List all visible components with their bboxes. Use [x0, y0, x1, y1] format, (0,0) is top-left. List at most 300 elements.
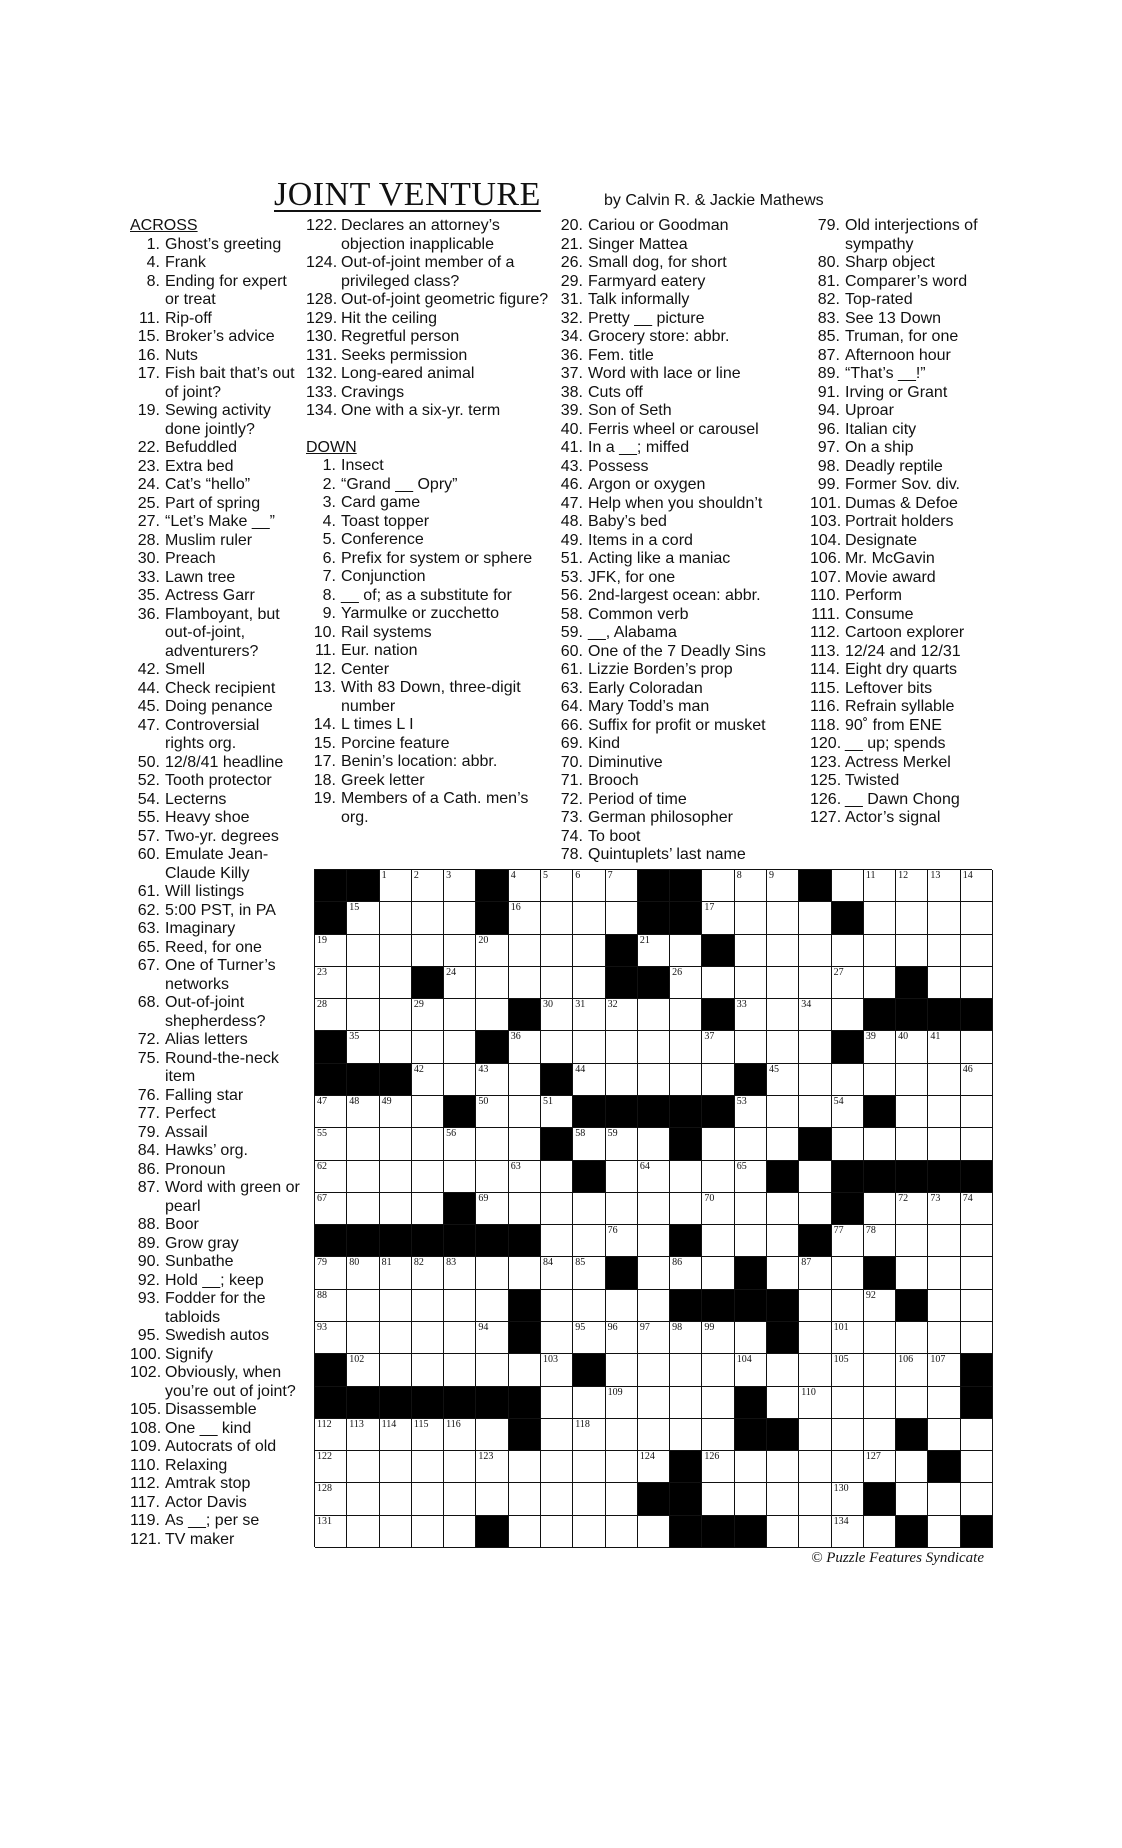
grid-cell[interactable] [928, 1322, 960, 1354]
grid-cell[interactable] [961, 1451, 993, 1483]
grid-cell[interactable] [606, 1483, 638, 1515]
grid-cell[interactable] [928, 1225, 960, 1257]
grid-cell[interactable] [799, 1096, 831, 1128]
grid-cell[interactable] [347, 1419, 379, 1451]
grid-cell[interactable] [767, 1354, 799, 1386]
grid-cell[interactable] [573, 1128, 605, 1160]
grid-cell[interactable] [476, 999, 508, 1031]
grid-cell[interactable] [380, 1516, 412, 1548]
grid-cell[interactable] [476, 1322, 508, 1354]
grid-cell[interactable] [444, 1161, 476, 1193]
grid-cell[interactable] [509, 1257, 541, 1289]
grid-cell[interactable] [896, 1031, 928, 1063]
grid-cell[interactable] [961, 1031, 993, 1063]
grid-cell[interactable] [638, 1128, 670, 1160]
grid-cell[interactable] [315, 1096, 347, 1128]
grid-cell[interactable] [315, 1419, 347, 1451]
grid-cell[interactable] [864, 1354, 896, 1386]
grid-cell[interactable] [573, 1193, 605, 1225]
grid-cell[interactable] [702, 1322, 734, 1354]
grid-cell[interactable] [670, 1419, 702, 1451]
grid-cell[interactable] [896, 1387, 928, 1419]
grid-cell[interactable] [606, 1128, 638, 1160]
grid-cell[interactable] [735, 1354, 767, 1386]
grid-cell[interactable] [509, 870, 541, 902]
grid-cell[interactable] [928, 1193, 960, 1225]
grid-cell[interactable] [573, 870, 605, 902]
grid-cell[interactable] [541, 999, 573, 1031]
grid-cell[interactable] [380, 1290, 412, 1322]
grid-cell[interactable] [961, 870, 993, 902]
grid-cell[interactable] [412, 1096, 444, 1128]
grid-cell[interactable] [412, 1483, 444, 1515]
grid-cell[interactable] [412, 1451, 444, 1483]
grid-cell[interactable] [606, 870, 638, 902]
grid-cell[interactable] [380, 1161, 412, 1193]
grid-cell[interactable] [380, 1193, 412, 1225]
grid-cell[interactable] [832, 1257, 864, 1289]
grid-cell[interactable] [476, 1193, 508, 1225]
grid-cell[interactable] [315, 999, 347, 1031]
grid-cell[interactable] [444, 1064, 476, 1096]
grid-cell[interactable] [832, 1483, 864, 1515]
grid-cell[interactable] [767, 1451, 799, 1483]
grid-cell[interactable] [638, 1257, 670, 1289]
grid-cell[interactable] [573, 935, 605, 967]
grid-cell[interactable] [735, 1322, 767, 1354]
grid-cell[interactable] [767, 1096, 799, 1128]
grid-cell[interactable] [347, 1483, 379, 1515]
grid-cell[interactable] [541, 1031, 573, 1063]
grid-cell[interactable] [670, 1354, 702, 1386]
grid-cell[interactable] [928, 967, 960, 999]
grid-cell[interactable] [412, 1031, 444, 1063]
grid-cell[interactable] [444, 935, 476, 967]
grid-cell[interactable] [735, 902, 767, 934]
grid-cell[interactable] [606, 1451, 638, 1483]
grid-cell[interactable] [444, 999, 476, 1031]
grid-cell[interactable] [541, 1225, 573, 1257]
grid-cell[interactable] [444, 967, 476, 999]
grid-cell[interactable] [412, 870, 444, 902]
grid-cell[interactable] [573, 1257, 605, 1289]
grid-cell[interactable] [896, 935, 928, 967]
grid-cell[interactable] [606, 1193, 638, 1225]
grid-cell[interactable] [380, 1483, 412, 1515]
grid-cell[interactable] [638, 1322, 670, 1354]
grid-cell[interactable] [476, 1483, 508, 1515]
grid-cell[interactable] [315, 935, 347, 967]
grid-cell[interactable] [509, 1161, 541, 1193]
grid-cell[interactable] [735, 1483, 767, 1515]
grid-cell[interactable] [896, 870, 928, 902]
grid-cell[interactable] [832, 1419, 864, 1451]
grid-cell[interactable] [541, 1322, 573, 1354]
grid-cell[interactable] [380, 1322, 412, 1354]
grid-cell[interactable] [702, 1064, 734, 1096]
grid-cell[interactable] [702, 967, 734, 999]
grid-cell[interactable] [638, 1516, 670, 1548]
grid-cell[interactable] [412, 1257, 444, 1289]
grid-cell[interactable] [864, 1387, 896, 1419]
grid-cell[interactable] [315, 1161, 347, 1193]
grid-cell[interactable] [638, 1225, 670, 1257]
grid-cell[interactable] [476, 1128, 508, 1160]
grid-cell[interactable] [799, 1322, 831, 1354]
grid-cell[interactable] [799, 967, 831, 999]
grid-cell[interactable] [412, 1193, 444, 1225]
grid-cell[interactable] [412, 1128, 444, 1160]
grid-cell[interactable] [638, 1451, 670, 1483]
grid-cell[interactable] [767, 1128, 799, 1160]
grid-cell[interactable] [606, 1322, 638, 1354]
grid-cell[interactable] [509, 935, 541, 967]
grid-cell[interactable] [638, 1290, 670, 1322]
grid-cell[interactable] [864, 967, 896, 999]
grid-cell[interactable] [670, 1322, 702, 1354]
grid-cell[interactable] [767, 1064, 799, 1096]
grid-cell[interactable] [573, 1322, 605, 1354]
grid-cell[interactable] [670, 1387, 702, 1419]
grid-cell[interactable] [315, 1516, 347, 1548]
grid-cell[interactable] [573, 1451, 605, 1483]
grid-cell[interactable] [799, 1193, 831, 1225]
grid-cell[interactable] [702, 1193, 734, 1225]
grid-cell[interactable] [735, 1128, 767, 1160]
grid-cell[interactable] [347, 1354, 379, 1386]
grid-cell[interactable] [799, 1031, 831, 1063]
grid-cell[interactable] [767, 902, 799, 934]
grid-cell[interactable] [315, 1128, 347, 1160]
grid-cell[interactable] [444, 1257, 476, 1289]
grid-cell[interactable] [702, 1354, 734, 1386]
grid-cell[interactable] [928, 1290, 960, 1322]
grid-cell[interactable] [606, 1354, 638, 1386]
grid-cell[interactable] [315, 1290, 347, 1322]
grid-cell[interactable] [735, 1031, 767, 1063]
grid-cell[interactable] [444, 1322, 476, 1354]
grid-cell[interactable] [928, 1064, 960, 1096]
grid-cell[interactable] [670, 1031, 702, 1063]
grid-cell[interactable] [541, 1354, 573, 1386]
grid-cell[interactable] [896, 1193, 928, 1225]
grid-cell[interactable] [347, 1451, 379, 1483]
grid-cell[interactable] [864, 935, 896, 967]
grid-cell[interactable] [541, 1257, 573, 1289]
grid-cell[interactable] [832, 1387, 864, 1419]
grid-cell[interactable] [347, 1257, 379, 1289]
grid-cell[interactable] [380, 1096, 412, 1128]
grid-cell[interactable] [606, 1516, 638, 1548]
grid-cell[interactable] [799, 1161, 831, 1193]
grid-cell[interactable] [380, 935, 412, 967]
grid-cell[interactable] [864, 870, 896, 902]
grid-cell[interactable] [928, 870, 960, 902]
grid-cell[interactable] [832, 1516, 864, 1548]
grid-cell[interactable] [670, 1257, 702, 1289]
grid-cell[interactable] [638, 1161, 670, 1193]
grid-cell[interactable] [864, 1419, 896, 1451]
grid-cell[interactable] [702, 902, 734, 934]
grid-cell[interactable] [476, 967, 508, 999]
grid-cell[interactable] [928, 1387, 960, 1419]
grid-cell[interactable] [735, 1225, 767, 1257]
grid-cell[interactable] [832, 1322, 864, 1354]
grid-cell[interactable] [444, 1128, 476, 1160]
grid-cell[interactable] [444, 1354, 476, 1386]
grid-cell[interactable] [702, 1483, 734, 1515]
grid-cell[interactable] [541, 1290, 573, 1322]
grid-cell[interactable] [864, 1290, 896, 1322]
grid-cell[interactable] [444, 1483, 476, 1515]
grid-cell[interactable] [476, 1064, 508, 1096]
grid-cell[interactable] [606, 1064, 638, 1096]
grid-cell[interactable] [832, 1354, 864, 1386]
grid-cell[interactable] [864, 1322, 896, 1354]
grid-cell[interactable] [380, 967, 412, 999]
grid-cell[interactable] [832, 1290, 864, 1322]
grid-cell[interactable] [961, 1225, 993, 1257]
grid-cell[interactable] [476, 1354, 508, 1386]
grid-cell[interactable] [476, 1290, 508, 1322]
grid-cell[interactable] [735, 1161, 767, 1193]
grid-cell[interactable] [606, 1290, 638, 1322]
grid-cell[interactable] [541, 902, 573, 934]
grid-cell[interactable] [573, 999, 605, 1031]
grid-cell[interactable] [573, 902, 605, 934]
grid-cell[interactable] [896, 902, 928, 934]
grid-cell[interactable] [606, 1419, 638, 1451]
grid-cell[interactable] [573, 1483, 605, 1515]
grid-cell[interactable] [347, 902, 379, 934]
grid-cell[interactable] [444, 870, 476, 902]
grid-cell[interactable] [928, 1031, 960, 1063]
grid-cell[interactable] [896, 1096, 928, 1128]
grid-cell[interactable] [541, 1096, 573, 1128]
grid-cell[interactable] [864, 1516, 896, 1548]
grid-cell[interactable] [799, 902, 831, 934]
grid-cell[interactable] [638, 1064, 670, 1096]
grid-cell[interactable] [702, 1419, 734, 1451]
grid-cell[interactable] [444, 1419, 476, 1451]
grid-cell[interactable] [702, 1161, 734, 1193]
grid-cell[interactable] [476, 1096, 508, 1128]
grid-cell[interactable] [541, 1419, 573, 1451]
grid-cell[interactable] [767, 999, 799, 1031]
grid-cell[interactable] [702, 1225, 734, 1257]
grid-cell[interactable] [476, 1419, 508, 1451]
grid-cell[interactable] [864, 902, 896, 934]
grid-cell[interactable] [380, 902, 412, 934]
grid-cell[interactable] [606, 1225, 638, 1257]
grid-cell[interactable] [606, 999, 638, 1031]
grid-cell[interactable] [541, 1193, 573, 1225]
grid-cell[interactable] [928, 935, 960, 967]
grid-cell[interactable] [347, 999, 379, 1031]
grid-cell[interactable] [573, 1290, 605, 1322]
grid-cell[interactable] [961, 1290, 993, 1322]
grid-cell[interactable] [638, 1031, 670, 1063]
grid-cell[interactable] [444, 1451, 476, 1483]
grid-cell[interactable] [961, 935, 993, 967]
grid-cell[interactable] [412, 1516, 444, 1548]
grid-cell[interactable] [864, 1451, 896, 1483]
grid-cell[interactable] [702, 1031, 734, 1063]
grid-cell[interactable] [961, 1257, 993, 1289]
grid-cell[interactable] [896, 1451, 928, 1483]
grid-cell[interactable] [541, 935, 573, 967]
grid-cell[interactable] [573, 1031, 605, 1063]
grid-cell[interactable] [670, 1161, 702, 1193]
grid-cell[interactable] [573, 1064, 605, 1096]
grid-cell[interactable] [702, 870, 734, 902]
grid-cell[interactable] [832, 935, 864, 967]
grid-cell[interactable] [799, 1516, 831, 1548]
grid-cell[interactable] [767, 1387, 799, 1419]
grid-cell[interactable] [896, 1322, 928, 1354]
grid-cell[interactable] [961, 1193, 993, 1225]
grid-cell[interactable] [444, 1516, 476, 1548]
grid-cell[interactable] [509, 1064, 541, 1096]
grid-cell[interactable] [767, 1031, 799, 1063]
grid-cell[interactable] [476, 1451, 508, 1483]
grid-cell[interactable] [541, 1516, 573, 1548]
grid-cell[interactable] [702, 1387, 734, 1419]
grid-cell[interactable] [670, 1064, 702, 1096]
grid-cell[interactable] [799, 1257, 831, 1289]
grid-cell[interactable] [444, 902, 476, 934]
grid-cell[interactable] [799, 999, 831, 1031]
grid-cell[interactable] [541, 967, 573, 999]
grid-cell[interactable] [928, 1483, 960, 1515]
grid-cell[interactable] [315, 967, 347, 999]
grid-cell[interactable] [412, 1064, 444, 1096]
grid-cell[interactable] [638, 1354, 670, 1386]
grid-cell[interactable] [832, 967, 864, 999]
grid-cell[interactable] [638, 935, 670, 967]
grid-cell[interactable] [928, 1354, 960, 1386]
grid-cell[interactable] [670, 1193, 702, 1225]
grid-cell[interactable] [380, 999, 412, 1031]
grid-cell[interactable] [541, 1483, 573, 1515]
grid-cell[interactable] [799, 935, 831, 967]
grid-cell[interactable] [509, 1193, 541, 1225]
grid-cell[interactable] [347, 1322, 379, 1354]
grid-cell[interactable] [541, 1161, 573, 1193]
grid-cell[interactable] [670, 967, 702, 999]
grid-cell[interactable] [347, 1516, 379, 1548]
grid-cell[interactable] [509, 967, 541, 999]
grid-cell[interactable] [767, 1483, 799, 1515]
grid-cell[interactable] [961, 967, 993, 999]
grid-cell[interactable] [638, 1419, 670, 1451]
grid-cell[interactable] [606, 902, 638, 934]
grid-cell[interactable] [961, 1096, 993, 1128]
grid-cell[interactable] [767, 967, 799, 999]
grid-cell[interactable] [896, 1483, 928, 1515]
grid-cell[interactable] [832, 999, 864, 1031]
grid-cell[interactable] [347, 967, 379, 999]
grid-cell[interactable] [735, 1096, 767, 1128]
grid-cell[interactable] [735, 935, 767, 967]
grid-cell[interactable] [476, 935, 508, 967]
grid-cell[interactable] [767, 1225, 799, 1257]
grid-cell[interactable] [380, 870, 412, 902]
grid-cell[interactable] [961, 1064, 993, 1096]
grid-cell[interactable] [380, 1128, 412, 1160]
grid-cell[interactable] [412, 1354, 444, 1386]
grid-cell[interactable] [735, 999, 767, 1031]
grid-cell[interactable] [573, 967, 605, 999]
grid-cell[interactable] [509, 1096, 541, 1128]
grid-cell[interactable] [864, 1225, 896, 1257]
grid-cell[interactable] [606, 1031, 638, 1063]
grid-cell[interactable] [380, 1451, 412, 1483]
grid-cell[interactable] [509, 1128, 541, 1160]
grid-cell[interactable] [896, 1128, 928, 1160]
grid-cell[interactable] [476, 1257, 508, 1289]
grid-cell[interactable] [347, 1096, 379, 1128]
grid-cell[interactable] [347, 1128, 379, 1160]
grid-cell[interactable] [767, 870, 799, 902]
grid-cell[interactable] [961, 1483, 993, 1515]
grid-cell[interactable] [767, 935, 799, 967]
grid-cell[interactable] [573, 1225, 605, 1257]
grid-cell[interactable] [928, 1096, 960, 1128]
grid-cell[interactable] [347, 935, 379, 967]
grid-cell[interactable] [961, 1322, 993, 1354]
grid-cell[interactable] [412, 935, 444, 967]
grid-cell[interactable] [767, 1257, 799, 1289]
grid-cell[interactable] [606, 1161, 638, 1193]
grid-cell[interactable] [509, 1483, 541, 1515]
grid-cell[interactable] [573, 1387, 605, 1419]
grid-cell[interactable] [961, 902, 993, 934]
grid-cell[interactable] [412, 1161, 444, 1193]
grid-cell[interactable] [541, 1451, 573, 1483]
grid-cell[interactable] [509, 902, 541, 934]
grid-cell[interactable] [961, 1419, 993, 1451]
grid-cell[interactable] [347, 1290, 379, 1322]
grid-cell[interactable] [832, 870, 864, 902]
grid-cell[interactable] [767, 1193, 799, 1225]
grid-cell[interactable] [799, 1064, 831, 1096]
grid-cell[interactable] [928, 1419, 960, 1451]
grid-cell[interactable] [735, 1451, 767, 1483]
grid-cell[interactable] [380, 1031, 412, 1063]
grid-cell[interactable] [799, 1451, 831, 1483]
grid-cell[interactable] [735, 870, 767, 902]
grid-cell[interactable] [767, 1516, 799, 1548]
grid-cell[interactable] [864, 1064, 896, 1096]
grid-cell[interactable] [928, 902, 960, 934]
grid-cell[interactable] [832, 1225, 864, 1257]
grid-cell[interactable] [444, 1290, 476, 1322]
grid-cell[interactable] [799, 1483, 831, 1515]
grid-cell[interactable] [347, 1031, 379, 1063]
grid-cell[interactable] [864, 1193, 896, 1225]
grid-cell[interactable] [638, 1193, 670, 1225]
grid-cell[interactable] [702, 1257, 734, 1289]
grid-cell[interactable] [412, 999, 444, 1031]
grid-cell[interactable] [638, 1387, 670, 1419]
grid-cell[interactable] [928, 1128, 960, 1160]
grid-cell[interactable] [864, 1031, 896, 1063]
grid-cell[interactable] [444, 1031, 476, 1063]
grid-cell[interactable] [799, 1419, 831, 1451]
grid-cell[interactable] [509, 1451, 541, 1483]
grid-cell[interactable] [412, 1322, 444, 1354]
